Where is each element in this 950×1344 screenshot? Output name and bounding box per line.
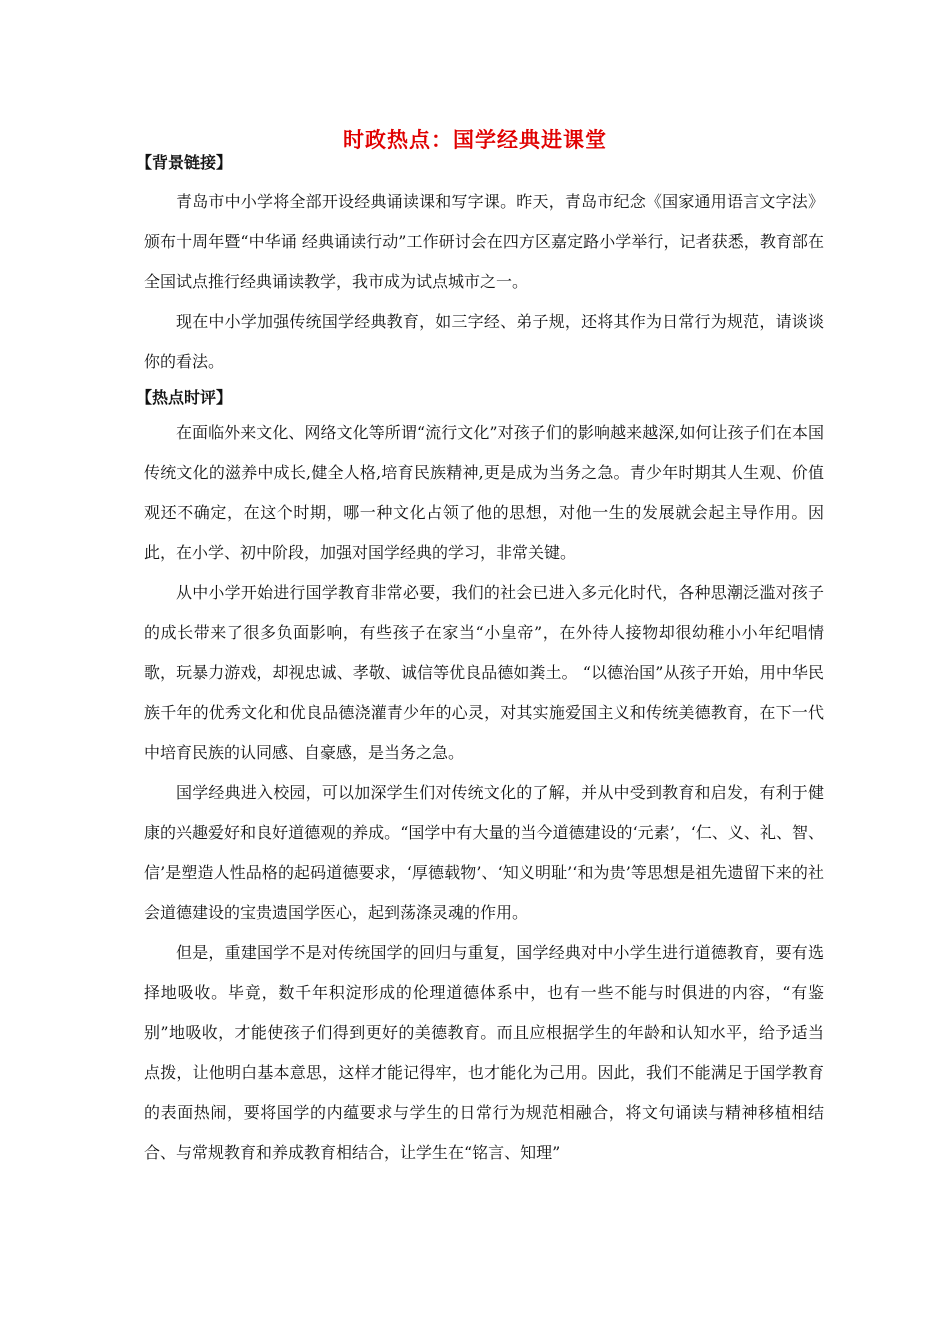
background-body [144, 182, 824, 382]
section-heading-background: 【背景链接】 [136, 153, 233, 172]
paragraph: 但是，重建国学不是对传统国学的回归与重复，国学经典对中小学生进行道德教育，要有选择地吸收。毕竟，数千年积淀形成的伦理道德体系中，也有一些不能与时俱进的内容，“有鉴别”地吸收，才能使孩子们得到更好的美德教育。而且应根据学生的年龄和认知水平，给予适当点拨，让他明白基本意思，这样才能记得牢，也才能化为己用。因此，我们不能满足于国学教育的表面热闹，要将国学的内蕴要求与学生的日常行为规范相融合，将文句诵读与精神移植相结合、与常规教育和养成教育相结合，让学生在“铭言、知理” [144, 943, 824, 1162]
paragraph: 国学经典进入校园，可以加深学生们对传统文化的了解，并从中受到教育和启发，有利于健康的兴趣爱好和良好道德观的养成。“国学中有大量的当今道德建设的‘元素’，‘仁、义、礼、智、信’是塑造人性品格的起码道德要求，‘厚德载物’、‘知义明耻’‘和为贵’等思想是祖先遗留下来的社会道德建设的宝贵遗国学医心，起到荡涤灵魂的作用。 [144, 783, 824, 922]
paragraph: 现在中小学加强传统国学经典教育，如三字经、弟子规，还将其作为日常行为规范，请谈谈你的看法。 [144, 312, 824, 371]
paragraph: 青岛市中小学将全部开设经典诵读课和写字课。昨天，青岛市纪念《国家通用语言文字法》颁布十周年暨“中华诵 经典诵读行动”工作研讨会在四方区嘉定路小学举行，记者获悉，教育部在全国试点推行经典诵读教学，我市成为试点城市之一。 [144, 192, 824, 291]
document-title: 时政热点：国学经典进课堂 [343, 128, 607, 152]
paragraph: 从中小学开始进行国学教育非常必要，我们的社会已进入多元化时代，各种思潮泛滥对孩子的成长带来了很多负面影响，有些孩子在家当“小皇帝”，在外待人接物却很幼稚小小年纪唱情歌，玩暴力游戏，却视忠诚、孝敬、诚信等优良品德如粪土。 “以德治国”从孩子开始，用中华民族千年的优秀文化和优良品德浇灌青少年的心灵，对其实施爱国主义和传统美德教育，在下一代中培育民族的认同感、自豪感，是当务之急。 [144, 583, 824, 762]
paragraph: 在面临外来文化、网络文化等所谓“流行文化”对孩子们的影响越来越深,如何让孩子们在本国传统文化的滋养中成长,健全人格,培育民族精神,更是成为当务之急。青少年时期其人生观、价值观还不确定，在这个时期，哪一种文化占领了他的思想，对他一生的发展就会起主导作用。因此，在小学、初中阶段，加强对国学经典的学习，非常关键。 [144, 423, 824, 562]
section-heading-commentary: 【热点时评】 [136, 388, 233, 407]
commentary-body [144, 413, 824, 1173]
